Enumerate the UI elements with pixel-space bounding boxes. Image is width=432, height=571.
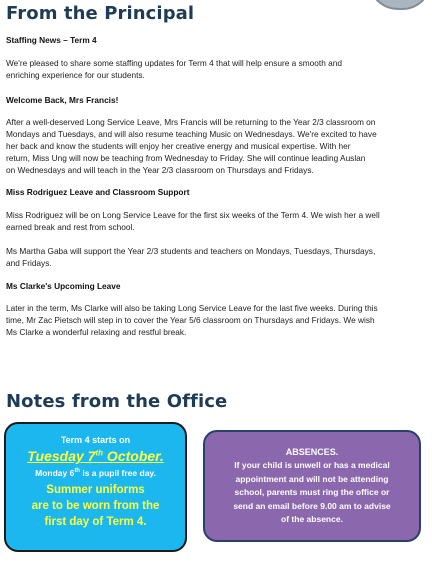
pupil-free-day: Monday 6th is a pupil free day. xyxy=(35,468,156,478)
absences-text: If your child is unwell or has a medical appointment and will not be attending school, parents must ring the office or send an email before 9.00 am to advise of the absence. xyxy=(233,460,391,524)
school-logo xyxy=(368,0,432,10)
welcome-paragraph: After a well-deserved Long Service Leave, Mrs Francis will be returning to the Year 2/3 classroom on Mondays and Tuesdays, and will also resume teaching Music on Wednesdays. We're excited to have her back and know the students will enjoy her creative energy and musical expertise. With her return, Miss Ung will now be teaching from Wednesday to Friday. She will continue leading Auslan on Wednesdays and will teach in the Year 2/3 classroom on Thursdays and Fridays. xyxy=(6,117,377,175)
staffing-heading: Staffing News – Term 4 xyxy=(6,35,97,45)
gaba-paragraph: Ms Martha Gaba will support the Year 2/3 students and teachers on Mondays, Tuesdays, Thursdays, and Fridays. xyxy=(6,246,376,268)
summer-uniform-notice: Summer uniforms are to be worn from the first day of Term 4. xyxy=(31,484,160,528)
rodriguez-heading: Miss Rodriguez Leave and Classroom Support xyxy=(6,187,190,197)
clarke-paragraph: Later in the term, Ms Clarke will also be taking Long Service Leave for the last five weeks. During this time, Mr Zac Pietsch will step in to cover the Year 5/6 classroom on Thursdays and Fridays. We wish Ms Clarke a wonderful relaxing and restful break. xyxy=(6,303,378,337)
welcome-heading: Welcome Back, Mrs Francis! xyxy=(6,95,119,105)
office-heading: Notes from the Office xyxy=(6,391,228,412)
term-start-label: Term 4 starts on xyxy=(60,435,131,445)
staffing-intro: We're pleased to share some staffing updates for Term 4 that will help ensure a smooth and enriching experience for our students. xyxy=(6,58,342,80)
rodriguez-paragraph: Miss Rodriguez will be on Long Service Leave for the first six weeks of the Term 4. We wish her a well earned break and rest from school. xyxy=(6,210,380,232)
clarke-heading: Ms Clarke's Upcoming Leave xyxy=(6,281,121,291)
term-start-date: Tuesday 7th October. xyxy=(27,448,164,464)
absences-notice xyxy=(203,430,421,542)
term-start-notice xyxy=(4,422,187,552)
absences-title: ABSENCES. xyxy=(285,447,339,457)
principal-heading: From the Principal xyxy=(6,3,195,24)
